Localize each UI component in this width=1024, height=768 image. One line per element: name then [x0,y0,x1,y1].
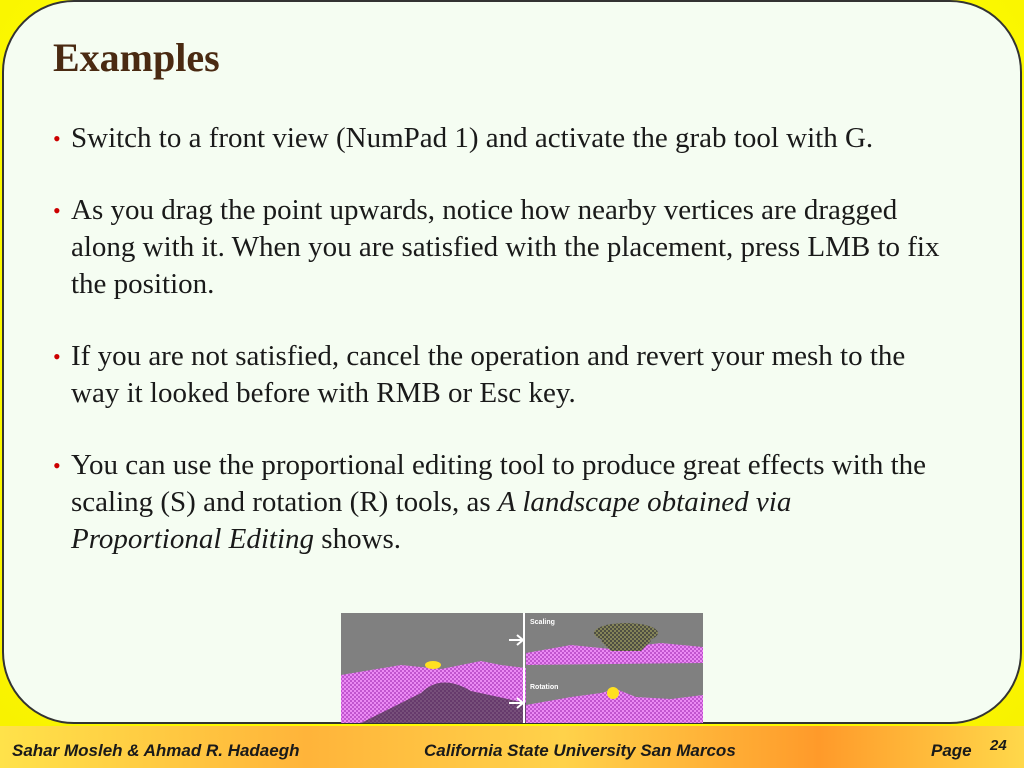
rotation-label: Rotation [530,684,559,691]
scaling-label: Scaling [530,619,555,626]
footer-page-number: 24 [990,737,1007,754]
bullet-icon: • [53,344,61,369]
bullet-text-before: You can use the proportional editing tool to produce great effects with the scaling (S) and rotation (R) tools, as [71,449,927,518]
slide-title: Examples [53,35,220,80]
bullet-icon: • [53,453,61,478]
bullet-text: If you are not satisfied, cancel the operation and revert your mesh to the way it looked before with RMB or Esc key. [71,340,906,409]
bullet-text-italic: A landscape obtained via Proportional Editing [71,486,792,555]
bullet-item [53,338,943,412]
bullet-text: Switch to a front view (NumPad 1) and activate the grab tool with G. [71,122,874,154]
bullet-icon: • [53,126,61,151]
landscape-illustration [341,613,703,723]
proportional-editing-image [341,613,703,723]
bullet-text-after: shows. [314,523,402,555]
bullet-item [53,120,943,157]
footer-authors: Sahar Mosleh & Ahmad R. Hadaegh [12,741,300,760]
bullet-item [53,192,943,303]
bullet-item [53,447,943,558]
footer-institution: California State University San Marcos [424,741,736,760]
bullet-text: As you drag the point upwards, notice how nearby vertices are dragged along with it. When you are satisfied with the placement, press LMB to fix the position. [71,194,940,300]
bullet-icon: • [53,198,61,223]
footer-bar [0,726,1024,768]
bullet-list [53,120,943,593]
footer-page-label: Page [931,741,972,760]
